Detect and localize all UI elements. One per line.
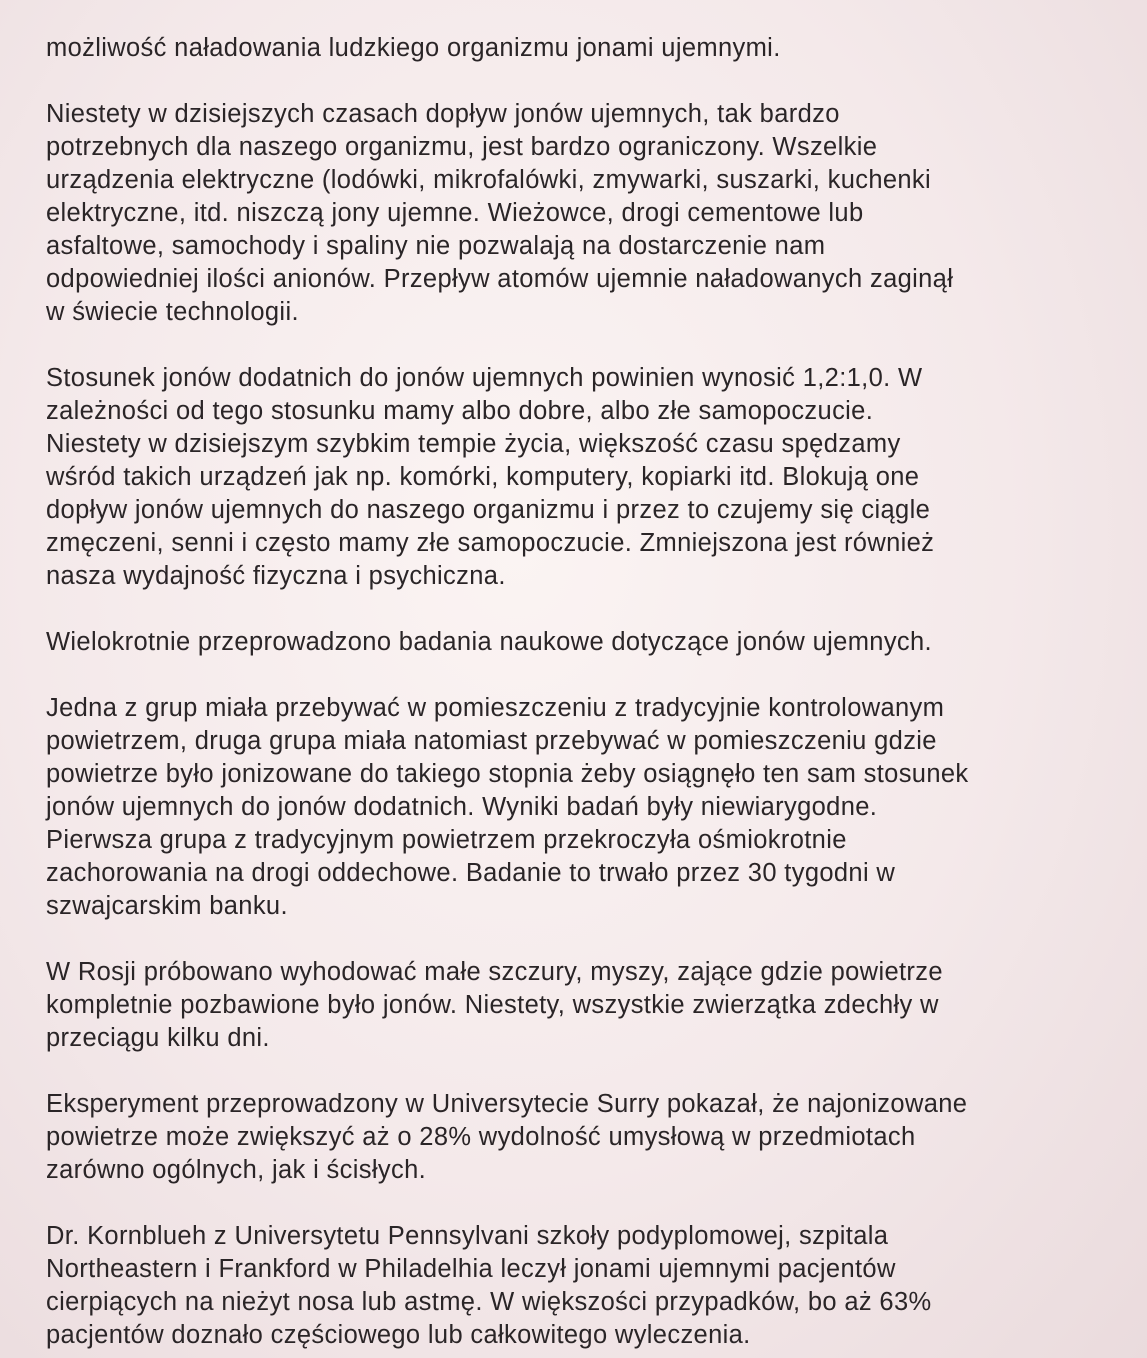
text-line: zależności od tego stosunku mamy albo dobre, albo złe samopoczucie. — [46, 397, 874, 425]
text-line: powietrze było jonizowane do takiego stopnia żeby osiągnęło ten sam stosunek — [46, 760, 969, 788]
paragraph-3 — [46, 362, 1107, 593]
text-line: dopływ jonów ujemnych do naszego organizmu i przez to czujemy się ciągle — [46, 496, 931, 524]
paragraph-4 — [46, 626, 1107, 659]
text-line: urządzenia elektryczne (lodówki, mikrofalówki, zmywarki, suszarki, kuchenki — [46, 166, 932, 194]
paragraph-2 — [46, 98, 1107, 329]
text-line: elektryczne, itd. niszczą jony ujemne. Wieżowce, drogi cementowe lub — [46, 199, 864, 227]
text-line: Stosunek jonów dodatnich do jonów ujemnych powinien wynosić 1,2:1,0. W — [46, 364, 923, 392]
text-line: odpowiedniej ilości anionów. Przepływ atomów ujemnie naładowanych zaginął — [46, 265, 954, 293]
text-line: Dr. Kornblueh z Universytetu Pennsylvani szkoły podyplomowej, szpitala — [46, 1222, 889, 1250]
paragraph-1 — [46, 32, 1107, 65]
paragraph-5 — [46, 692, 1107, 923]
text-line: kompletnie pozbawione było jonów. Niestety, wszystkie zwierzątka zdechły w — [46, 991, 939, 1019]
text-line: nasza wydajność fizyczna i psychiczna. — [46, 562, 506, 590]
text-line: W Rosji próbowano wyhodować małe szczury, myszy, zające gdzie powietrze — [46, 958, 943, 986]
text-line: zachorowania na drogi oddechowe. Badanie to trwało przez 30 tygodni w — [46, 859, 896, 887]
text-line: powietrze może zwiększyć aż o 28% wydolność umysłową w przedmiotach — [46, 1123, 916, 1151]
text-line: asfaltowe, samochody i spaliny nie pozwalają na dostarczenie nam — [46, 232, 826, 260]
text-line: Wielokrotnie przeprowadzono badania naukowe dotyczące jonów ujemnych. — [46, 628, 932, 656]
text-line: zarówno ogólnych, jak i ścisłych. — [46, 1156, 427, 1184]
text-line: wśród takich urządzeń jak np. komórki, komputery, kopiarki itd. Blokują one — [46, 463, 920, 491]
text-line: możliwość naładowania ludzkiego organizmu jonami ujemnymi. — [46, 34, 781, 62]
paragraph-8 — [46, 1220, 1107, 1352]
text-line: potrzebnych dla naszego organizmu, jest bardzo ograniczony. Wszelkie — [46, 133, 878, 161]
text-line: Niestety w dzisiejszym szybkim tempie życia, większość czasu spędzamy — [46, 430, 901, 458]
text-line: w świecie technologii. — [46, 298, 299, 326]
text-line: jonów ujemnych do jonów dodatnich. Wyniki badań były niewiarygodne. — [46, 793, 878, 821]
paragraph-6 — [46, 956, 1107, 1055]
text-line: Niestety w dzisiejszych czasach dopływ jonów ujemnych, tak bardzo — [46, 100, 840, 128]
text-line: Northeastern i Frankford w Philadelhia leczył jonami ujemnymi pacjentów — [46, 1255, 896, 1283]
text-line: szwajcarskim banku. — [46, 892, 288, 920]
paragraph-7 — [46, 1088, 1107, 1187]
text-line: Pierwsza grupa z tradycyjnym powietrzem przekroczyła ośmiokrotnie — [46, 826, 847, 854]
text-line: Eksperyment przeprowadzony w Universytecie Surry pokazał, że najonizowane — [46, 1090, 968, 1118]
text-line: powietrzem, druga grupa miała natomiast przebywać w pomieszczeniu gdzie — [46, 727, 937, 755]
text-line: przeciągu kilku dni. — [46, 1024, 270, 1052]
text-line: Jedna z grup miała przebywać w pomieszczeniu z tradycyjnie kontrolowanym — [46, 694, 945, 722]
text-line: zmęczeni, senni i często mamy złe samopoczucie. Zmniejszona jest również — [46, 529, 935, 557]
text-line: pacjentów doznało częściowego lub całkowitego wyleczenia. — [46, 1321, 751, 1349]
text-line: cierpiących na nieżyt nosa lub astmę. W większości przypadków, bo aż 63% — [46, 1288, 932, 1316]
